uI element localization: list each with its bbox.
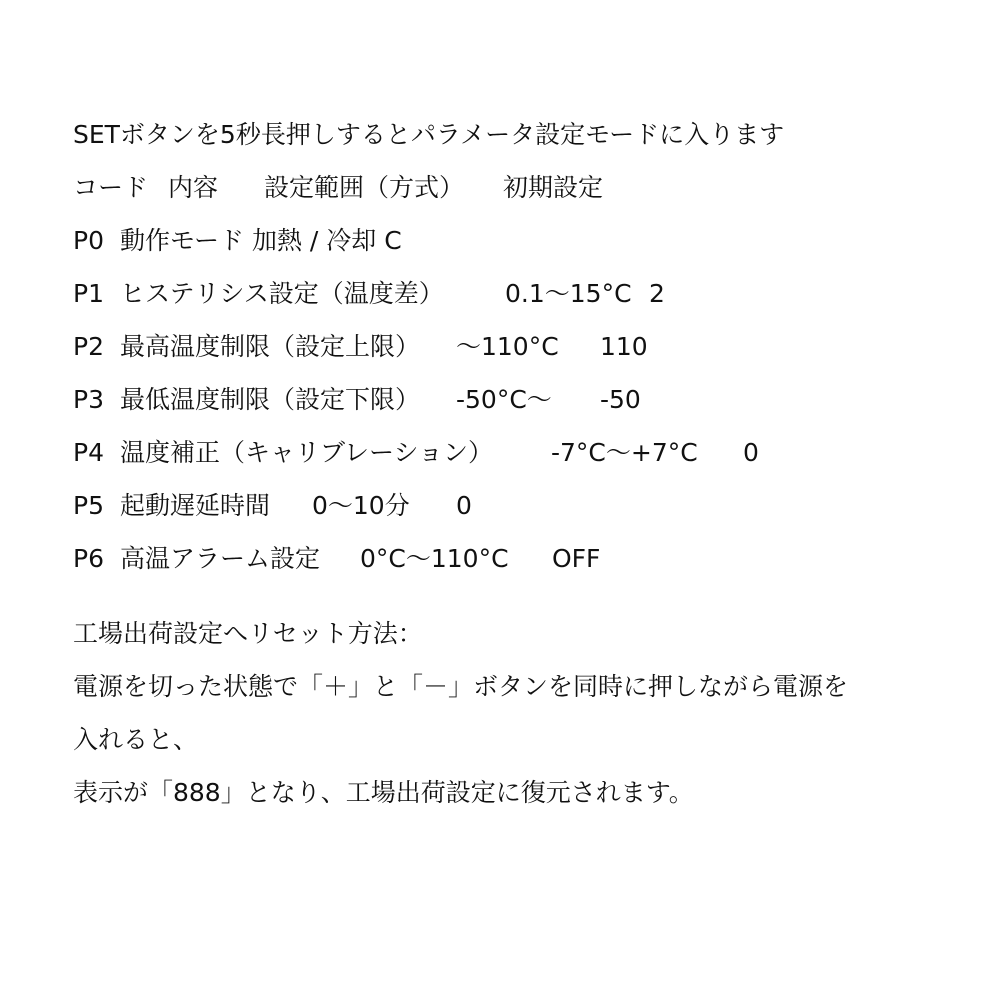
header-default: 初期設定 [503, 173, 604, 202]
row-range: 0.1～15°C [505, 279, 632, 308]
row-content: 起動遅延時間 [120, 491, 271, 520]
row-range: 0～10分 [312, 491, 410, 520]
row-default: 110 [600, 332, 648, 361]
row-range: 0°C～110°C [360, 544, 509, 573]
row-default: OFF [552, 544, 601, 573]
row-code: P0 [73, 226, 104, 255]
row-content: 動作モード 加熱 / 冷却 C [120, 226, 402, 255]
section-spacer [73, 585, 953, 607]
table-header [73, 161, 953, 214]
reset-instruction-line-3: 表示が「888」となり、工場出荷設定に復元されます。 [73, 778, 694, 807]
row-code: P2 [73, 332, 104, 361]
row-content: 高温アラーム設定 [120, 544, 321, 573]
row-content: 最低温度制限（設定下限） [120, 385, 421, 414]
table-row-p2 [73, 320, 953, 373]
table-row-p4 [73, 426, 953, 479]
table-row-p3 [73, 373, 953, 426]
row-default: 0 [456, 491, 472, 520]
row-content: 最高温度制限（設定上限） [120, 332, 421, 361]
header-content: 内容 [168, 173, 219, 202]
row-code: P4 [73, 438, 104, 467]
row-content: 温度補正（キャリブレーション） [120, 438, 494, 467]
table-row-p5 [73, 479, 953, 532]
row-default: 2 [649, 279, 665, 308]
reset-title: 工場出荷設定へリセット方法： [73, 619, 423, 648]
header-code: コード [73, 173, 149, 202]
table-row-p6 [73, 532, 953, 585]
reset-instruction-line-1: 電源を切った状態で「＋」と「－」ボタンを同時に押しながら電源を [73, 672, 849, 701]
row-code: P5 [73, 491, 104, 520]
row-code: P6 [73, 544, 104, 573]
row-default: 0 [743, 438, 759, 467]
row-range: -50°C～ [456, 385, 552, 414]
header-range: 設定範囲（方式） [264, 173, 465, 202]
row-range: ～110°C [456, 332, 559, 361]
table-row-p1 [73, 267, 953, 320]
intro-text: SETボタンを5秒長押しするとパラメータ設定モードに入ります [73, 120, 785, 149]
reset-instruction-line-2: 入れると、 [73, 725, 199, 754]
row-range: -7°C～+7°C [551, 438, 698, 467]
table-row-p0 [73, 214, 953, 267]
instruction-document [73, 108, 953, 819]
row-code: P1 [73, 279, 104, 308]
row-code: P3 [73, 385, 104, 414]
row-default: -50 [600, 385, 641, 414]
row-content: ヒステリシス設定（温度差） [120, 279, 444, 308]
